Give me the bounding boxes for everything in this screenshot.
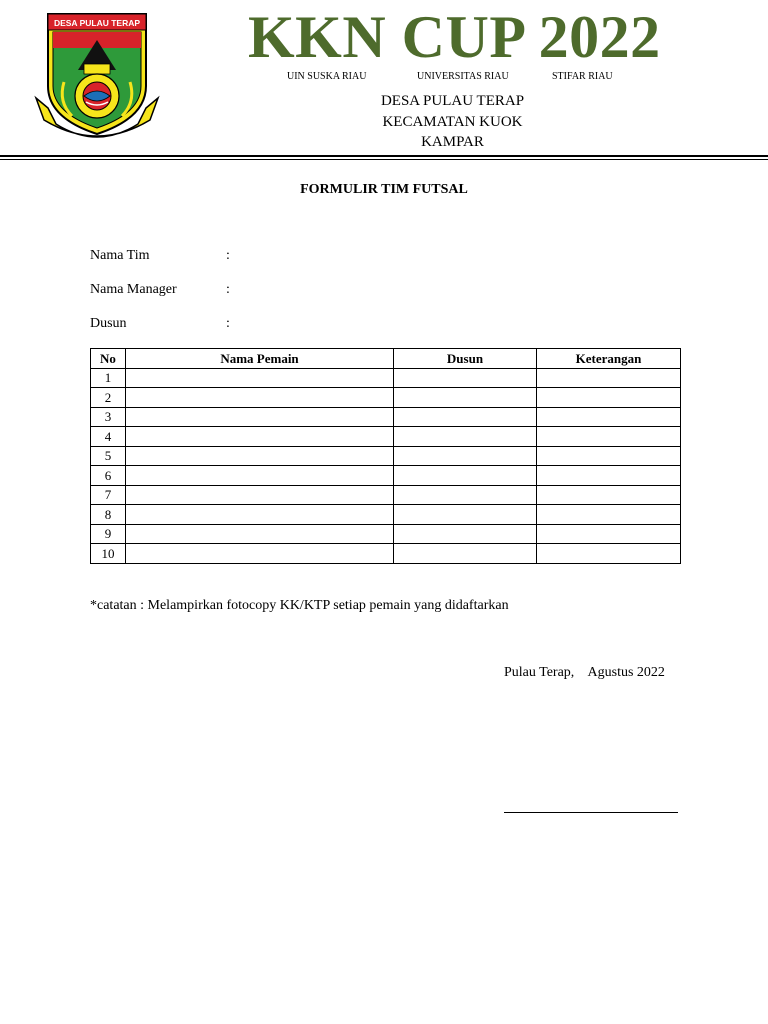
field-separator: : — [226, 282, 230, 297]
institution-uin: UIN SUSKA RIAU — [287, 71, 367, 82]
cell-player-name[interactable] — [126, 524, 394, 544]
address-village: DESA PULAU TERAP — [380, 93, 525, 109]
table-row — [91, 407, 681, 427]
cell-hamlet[interactable] — [394, 368, 537, 388]
field-separator: : — [226, 316, 230, 331]
header-player-name: Nama Pemain — [126, 349, 394, 369]
cell-remarks[interactable] — [537, 485, 681, 505]
desa-pulau-terap-emblem — [34, 12, 160, 142]
cell-player-name[interactable] — [126, 446, 394, 466]
cell-player-name[interactable] — [126, 388, 394, 408]
address-regency: KAMPAR — [421, 134, 484, 150]
cell-hamlet[interactable] — [394, 466, 537, 486]
cell-remarks[interactable] — [537, 427, 681, 447]
row-number: 10 — [91, 544, 126, 564]
header-no: No — [91, 349, 126, 369]
row-number: 3 — [91, 407, 126, 427]
place-date: Pulau Terap, Agustus 2022 — [504, 665, 665, 680]
header-divider-thin — [0, 159, 768, 160]
cell-remarks[interactable] — [537, 407, 681, 427]
table-header-row — [91, 349, 681, 369]
field-separator: : — [226, 248, 230, 263]
table-row — [91, 505, 681, 525]
table-row — [91, 544, 681, 564]
cell-hamlet[interactable] — [394, 544, 537, 564]
row-number: 5 — [91, 446, 126, 466]
institution-stifar: STIFAR RIAU — [552, 71, 613, 82]
field-manager-name — [90, 281, 230, 299]
cell-player-name[interactable] — [126, 368, 394, 388]
cell-remarks[interactable] — [537, 544, 681, 564]
player-rows — [91, 368, 681, 563]
institution-unri: UNIVERSITAS RIAU — [417, 71, 509, 82]
cell-remarks[interactable] — [537, 524, 681, 544]
cell-player-name[interactable] — [126, 427, 394, 447]
emblem-title: DESA PULAU TERAP — [53, 18, 141, 28]
cell-remarks[interactable] — [537, 505, 681, 525]
table-row — [91, 485, 681, 505]
table-row — [91, 388, 681, 408]
header-divider-thick — [0, 155, 768, 157]
form-title: FORMULIR TIM FUTSAL — [300, 182, 468, 197]
table-row — [91, 446, 681, 466]
field-label: Nama Tim — [90, 248, 150, 263]
cell-hamlet[interactable] — [394, 407, 537, 427]
field-team-name — [90, 247, 230, 265]
row-number: 1 — [91, 368, 126, 388]
cell-hamlet[interactable] — [394, 505, 537, 525]
row-number: 4 — [91, 427, 126, 447]
cell-hamlet[interactable] — [394, 388, 537, 408]
cell-remarks[interactable] — [537, 388, 681, 408]
cell-player-name[interactable] — [126, 407, 394, 427]
cell-hamlet[interactable] — [394, 524, 537, 544]
address-district: KECAMATAN KUOK — [382, 114, 523, 130]
player-table — [90, 348, 681, 564]
field-hamlet — [90, 315, 230, 333]
cell-player-name[interactable] — [126, 544, 394, 564]
signature-line — [504, 812, 678, 813]
field-label: Nama Manager — [90, 282, 177, 297]
cell-remarks[interactable] — [537, 446, 681, 466]
event-title: KKN CUP 2022 — [248, 4, 661, 70]
row-number: 8 — [91, 505, 126, 525]
cell-player-name[interactable] — [126, 485, 394, 505]
cell-remarks[interactable] — [537, 368, 681, 388]
footnote: *catatan : Melampirkan fotocopy KK/KTP setiap pemain yang didaftarkan — [90, 598, 509, 613]
cell-hamlet[interactable] — [394, 427, 537, 447]
field-label: Dusun — [90, 316, 127, 331]
header-hamlet: Dusun — [394, 349, 537, 369]
table-row — [91, 524, 681, 544]
cell-hamlet[interactable] — [394, 446, 537, 466]
cell-hamlet[interactable] — [394, 485, 537, 505]
table-row — [91, 466, 681, 486]
row-number: 9 — [91, 524, 126, 544]
table-row — [91, 368, 681, 388]
row-number: 2 — [91, 388, 126, 408]
cell-remarks[interactable] — [537, 466, 681, 486]
row-number: 7 — [91, 485, 126, 505]
row-number: 6 — [91, 466, 126, 486]
table-row — [91, 427, 681, 447]
cell-player-name[interactable] — [126, 466, 394, 486]
header-remarks: Keterangan — [537, 349, 681, 369]
cell-player-name[interactable] — [126, 505, 394, 525]
